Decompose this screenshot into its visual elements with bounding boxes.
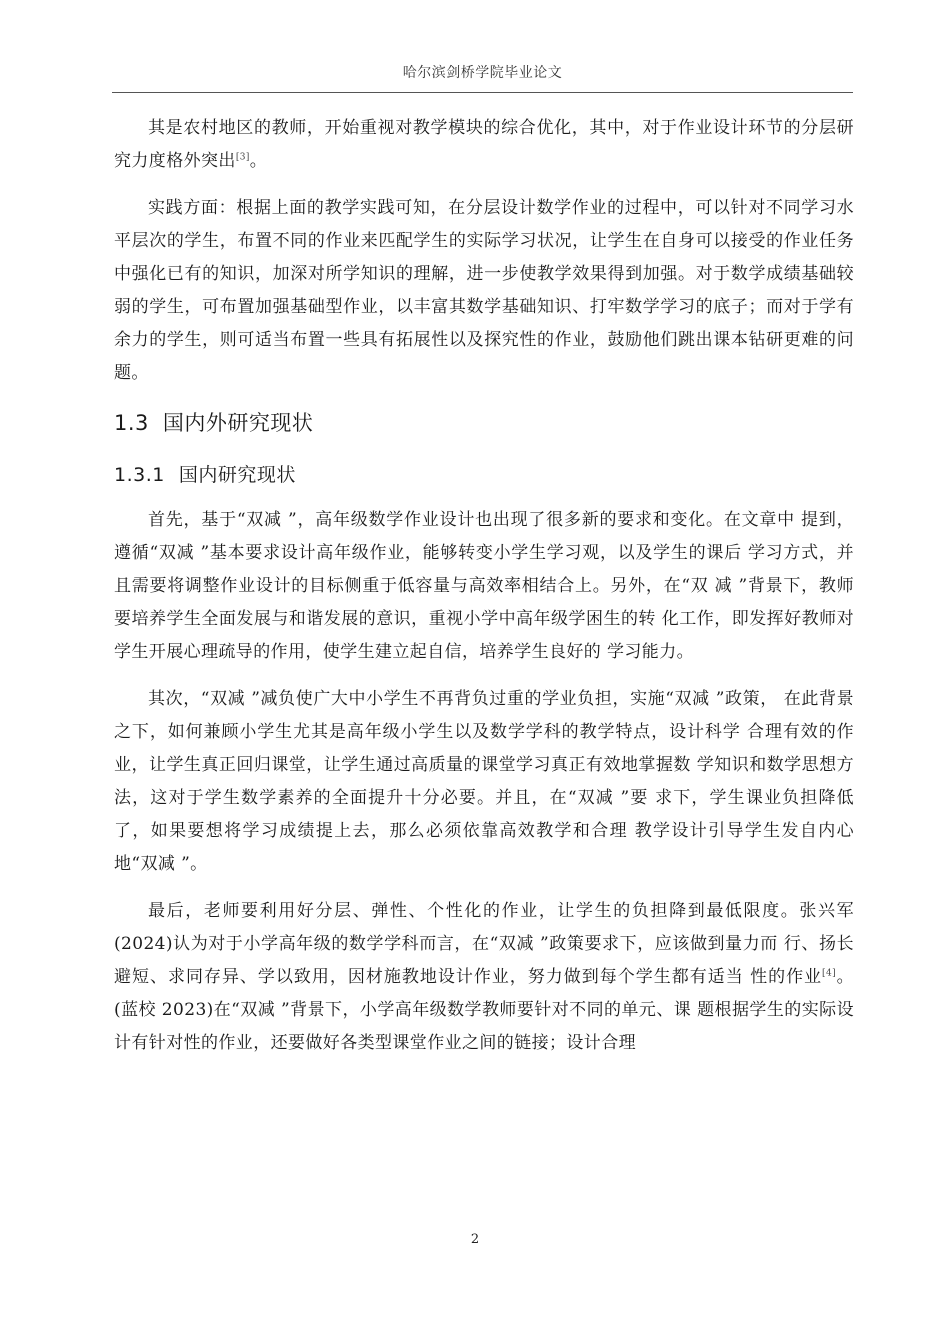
paragraph-last — [114, 895, 854, 1060]
subsection-title: 国内研究现状 — [178, 464, 296, 486]
paragraph-last-text-a: 最后，老师要利用好分层、弹性、个性化的作业，让学生的负担降到最低限度。张兴军(2024)认为对于小学高年级的数学学科而言，在“双减 ”政策要求下，应该做到量力而 行、扬长避短、求同存异、学以致用，因材施教地设计作业，努力做到每个学生都有适当 性的作业 — [114, 901, 854, 987]
paragraph-1-text: 其是农村地区的教师，开始重视对教学模块的综合优化，其中，对于作业设计环节的分层研究力度格外突出 — [114, 118, 854, 171]
paragraph-practice: 实践方面：根据上面的教学实践可知，在分层设计数学作业的过程中，可以针对不同学习水平层次的学生，布置不同的作业来匹配学生的实际学习状况，让学生在自身可以接受的作业任务中强化已有的知识，加深对所学知识的理解，进一步使教学效果得到加强。对于数学成绩基础较弱的学生，可布置加强基础型作业，以丰富其数学基础知识、打牢数学学习的底子；而对于学有余力的学生，则可适当布置一些具有拓展性以及探究性的作业，鼓励他们跳出课本钻研更难的问题。 — [114, 198, 854, 383]
section-title: 国内外研究现状 — [162, 411, 314, 435]
citation-4: [4] — [822, 968, 836, 979]
paragraph-1 — [114, 112, 854, 178]
section-heading-1-3 — [114, 406, 854, 440]
page-number: 2 — [470, 1232, 480, 1247]
citation-3: [3] — [235, 152, 250, 163]
subsection-number: 1.3.1 — [114, 464, 165, 486]
paragraph-second: 其次，“双减 ”减负使广大中小学生不再背负过重的学业负担，实施“双减 ”政策， 在此背景之下，如何兼顾小学生尤其是高年级小学生以及数学学科的教学特点，设计科学 合理有效的作业，让学生真正回归课堂，让学生通过高质量的课堂学习真正有效地掌握数 学知识和数学思想方法，这对于学生数学素养的全面提升十分必要。并且，在“双减 ”要 求下，学生课业负担降低了，如果要想将学习成绩提上去，那么必须依靠高效教学和合理 教学设计引导学生发自内心地“双减 ”。 — [114, 689, 854, 874]
paragraph-1-end: 。 — [249, 151, 268, 171]
subsection-heading-1-3-1 — [114, 460, 854, 490]
running-header: 哈尔滨剑桥学院毕业论文 — [402, 65, 563, 81]
paragraph-first: 首先，基于“双减 ”，高年级数学作业设计也出现了很多新的要求和变化。在文章中 提到，遵循“双减 ”基本要求设计高年级作业，能够转变小学生学习观，以及学生的课后 学习方式，并且需要将调整作业设计的目标侧重于低容量与高效率相结合上。另外，在“双 减 ”背景下，教师要培养学生全面发展与和谐发展的意识，重视小学中高年级学困生的转 化工作，即发挥好教师对学生开展心理疏导的作用，使学生建立起自信，培养学生良好的 学习能力。 — [114, 510, 854, 662]
header-divider — [112, 92, 853, 93]
section-number: 1.3 — [114, 411, 149, 435]
page-body — [114, 112, 854, 1060]
paragraph-last-text-b: 。 (蓝校 2023)在“双减 ”背景下，小学高年级数学教师要针对不同的单元、课 题根据学生的实际设计有针对性的作业，还要做好各类型课堂作业之间的链接；设计合理 — [114, 967, 854, 1053]
